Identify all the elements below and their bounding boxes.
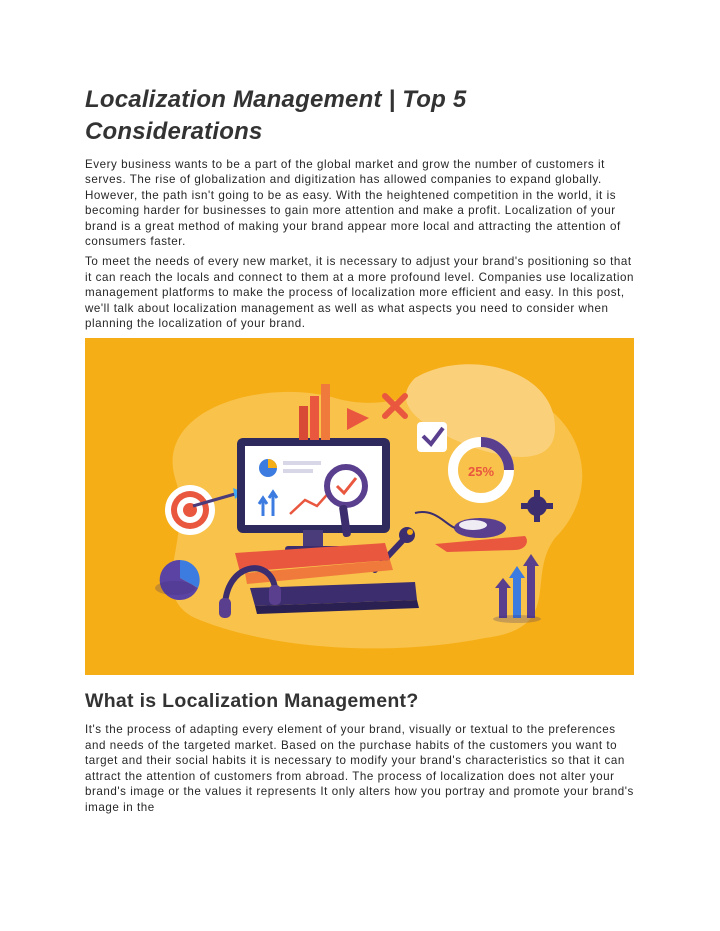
pie-chart-icon [155,560,200,600]
gauge-label: 25% [467,464,495,480]
illustration-svg [85,338,634,675]
hero-illustration [85,338,634,675]
checkbox-icon [417,422,447,452]
article-title: Localization Management | Top 5 Considerations [85,86,467,145]
section-heading: What is Localization Management? [85,690,419,713]
intro-paragraph-2: To meet the needs of every new market, it is necessary to adjust your brand's positioning so that it can reach the locals and connect to them at a more profound level. Companies use localization management platforms to make the process of localization more efficient and easy. In this post, we'll talk about localization management as well as what aspects you need to consider when planning the localization of your brand. [85,255,635,331]
article [85,84,640,815]
intro-paragraph-1: Every business wants to be a part of the global market and grow the number of customers it serves. The rise of globalization and digitization has allowed companies to expand globally. However, the path isn't going to be as easy. With the heightened competition in the world, it is becoming harder for businesses to gain more attention and make a profit. Localization of your brand is a great method of making your brand appear more local and attracting the attention of consumers faster. [85,158,621,249]
section-paragraph: It's the process of adapting every element of your brand, visually or textual to the preferences and needs of the targeted market. Based on the purchase habits of the customers you want to target and their social habits it is necessary to modify your brand's characteristics so that it can attract the attention of customers from abroad. The process of localization does not alter your brand's image or the values it represents It only alters how you portray and promote your brand's image in the [85,723,634,814]
